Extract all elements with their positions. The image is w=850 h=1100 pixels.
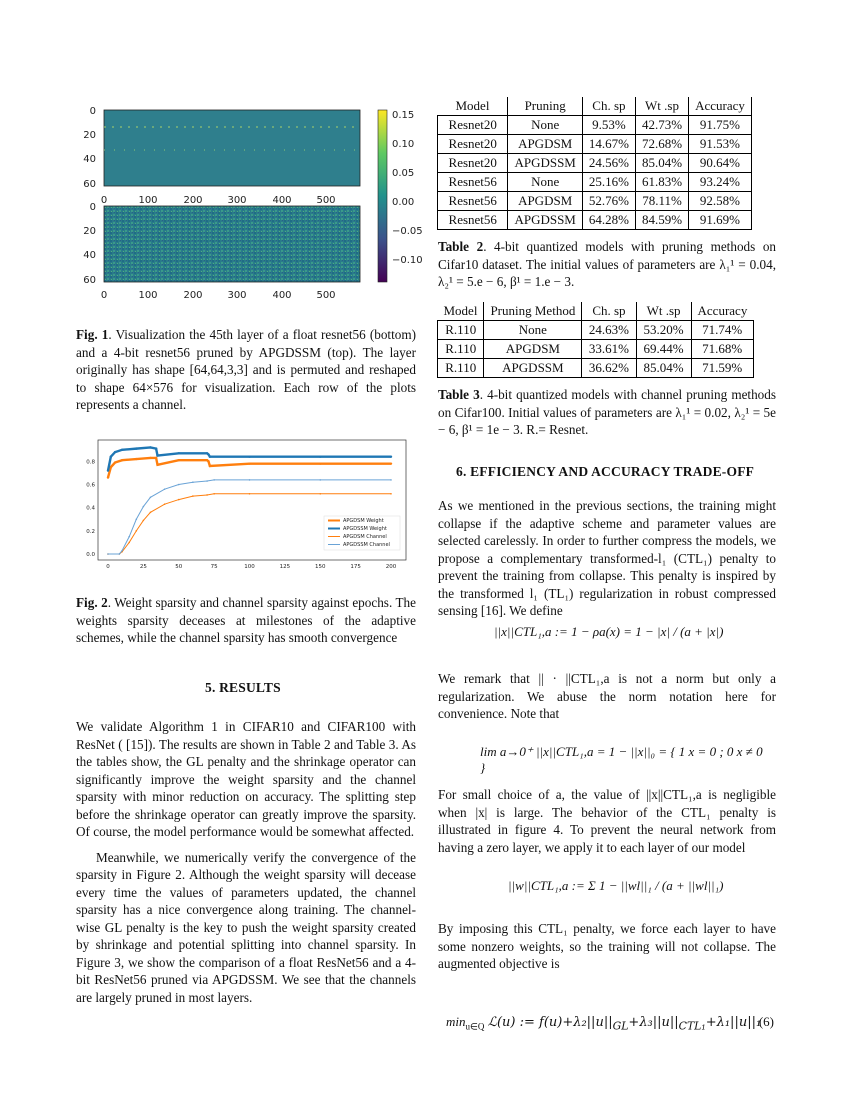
- table-cell: R.110: [438, 340, 484, 359]
- table-cell: 85.04%: [635, 154, 688, 173]
- table-header: Ch. sp: [582, 302, 636, 321]
- fig2-data-point: [155, 457, 157, 459]
- section5-paragraph: Meanwhile, we numerically verify the convergence of the sparsity in Figure 2. Although the weight sparsity will decease every time the values of parameters updated, the channel sparsity has a nice convergence along training. The channel-wise GL penalty is the key to push the weight sparsity created by shrinkage and potential splitting into channel sparsity. In Figure 3, we show the comparison of a float ResNet56 and a 4-bit ResNet56 pruned via APGDSSM. We see that the channels are largely pruned in most layers.: [76, 849, 416, 1005]
- fig1-heatmaps: [80, 100, 440, 305]
- table-cell: 93.24%: [689, 173, 752, 192]
- fig1-xtick: 400: [272, 195, 292, 206]
- fig2-data-point: [128, 542, 130, 544]
- table-cell: APGDSSM: [508, 154, 582, 173]
- fig2-data-point: [136, 530, 138, 532]
- fig2-xtick: 200: [385, 564, 397, 570]
- colorbar-tick: −0.05: [392, 226, 423, 237]
- table-cell: R.110: [438, 359, 484, 378]
- table-cell: APGDSM: [508, 192, 582, 211]
- fig2-data-point: [178, 452, 180, 454]
- fig2-legend-label: APGDSSM Weight: [343, 526, 387, 532]
- table-row: [438, 211, 752, 230]
- fig1-ytick: 0: [89, 106, 96, 117]
- table-cell: R.110: [438, 321, 484, 340]
- table-cell: APGDSM: [508, 135, 582, 154]
- table-cell: Resnet20: [438, 116, 508, 135]
- fig2-data-point: [207, 460, 209, 462]
- table-header: Pruning: [508, 97, 582, 116]
- fig2-legend-label: APGDSM Weight: [343, 518, 384, 524]
- table-cell: 61.83%: [635, 173, 688, 192]
- table-header: Wt .sp: [635, 97, 688, 116]
- section5-paragraph: We validate Algorithm 1 in CIFAR10 and CIFAR100 with ResNet ( [15]). The results are shown in Table 2 and Table 3. As the tables show, the GL penalty and the shrinkage operator can significantly improve the weight sparsity and the channel sparsity with minor reduction on accuracy. The splitting step before the shrinkage operator can greatly improve the sparsity. Of course, the model performance would be somewhat affected.: [76, 719, 416, 839]
- fig2-ytick: 0.4: [86, 505, 95, 512]
- fig1-ytick: 20: [83, 130, 96, 141]
- fig2-data-point: [390, 462, 392, 464]
- fig2-data-point: [114, 461, 116, 463]
- table3-caption-text: . 4-bit quantized models with channel pruning methods on Cifar100. Initial values of parameters are λ₁¹ = 0.02, λ₂¹ = 5e − 6, β¹ = 1e − 3. R.= Resnet.: [438, 387, 777, 437]
- fig2-caption-label: Fig. 2: [76, 595, 108, 610]
- fig2-data-point: [135, 447, 137, 449]
- table-cell: 71.68%: [691, 340, 753, 359]
- table-header: Wt .sp: [636, 302, 691, 321]
- table-cell: None: [508, 116, 582, 135]
- fig2-series-line: [108, 458, 391, 478]
- table-cell: APGDSM: [484, 340, 582, 359]
- table-header: Ch. sp: [582, 97, 635, 116]
- table2: [437, 97, 752, 230]
- fig2-data-point: [192, 481, 194, 483]
- colorbar-tick: 0.00: [392, 197, 415, 208]
- fig1-ytick: 60: [83, 275, 96, 286]
- fig2-xtick: 0: [106, 564, 110, 570]
- fig2-caption: [76, 594, 416, 647]
- fig1-xtick: 300: [227, 195, 247, 206]
- fig1-xtick: 100: [138, 195, 158, 206]
- fig2-xtick: 50: [175, 564, 183, 570]
- fig2-xtick: 175: [350, 564, 361, 570]
- table-cell: 71.59%: [691, 359, 753, 378]
- fig1-xtick: 500: [316, 195, 336, 206]
- table-cell: 25.16%: [582, 173, 635, 192]
- table-cell: 78.11%: [635, 192, 688, 211]
- fig2-data-point: [178, 484, 180, 486]
- fig1-xtick: 0: [100, 195, 108, 206]
- table-header: Accuracy: [689, 97, 752, 116]
- fig2-data-point: [119, 553, 121, 555]
- fig2-data-point: [156, 454, 158, 456]
- fig2-data-point: [319, 462, 321, 464]
- fig2-ytick: 0.8: [86, 459, 95, 466]
- table-row: [438, 340, 754, 359]
- table-cell: 91.75%: [689, 116, 752, 135]
- fig2-data-point: [121, 459, 123, 461]
- fig2-xtick: 25: [139, 564, 147, 570]
- fig2-legend-label: APGDSM Channel: [343, 534, 387, 540]
- table-cell: 71.74%: [691, 321, 753, 340]
- table-cell: 36.62%: [582, 359, 636, 378]
- table-header: Pruning Method: [484, 302, 582, 321]
- table-row: [438, 173, 752, 192]
- table-row: [438, 321, 754, 340]
- fig2-data-point: [164, 488, 166, 490]
- fig2-ytick: 0.0: [86, 552, 95, 558]
- fig2-data-point: [150, 496, 152, 498]
- fig1-ytick: 60: [83, 179, 96, 190]
- colorbar-tick: −0.10: [392, 255, 423, 266]
- fig1-ytick: 0: [89, 202, 96, 213]
- table-cell: Resnet56: [438, 211, 508, 230]
- table-row: [438, 192, 752, 211]
- table-cell: 9.53%: [582, 116, 635, 135]
- fig2-data-point: [143, 520, 145, 522]
- table-header: Model: [438, 97, 508, 116]
- table-cell: 64.28%: [582, 211, 635, 230]
- table-cell: APGDSSM: [484, 359, 582, 378]
- fig1-caption-text: . Visualization the 45th layer of a float resnet56 (bottom) and a 4-bit resnet56 pruned by APGDSSM (top). The layer originally has shape [64,64,3,3] and is permuted and reshaped to shape 64×576 for visualization. Each row of the plots represents a channel.: [76, 327, 416, 412]
- table3-caption-label: Table 3: [438, 387, 480, 402]
- equation-layer-penalty: [508, 878, 768, 894]
- fig2-chart: [80, 438, 410, 578]
- fig1-xtick: 0: [100, 290, 108, 301]
- table-row: [438, 154, 752, 173]
- equation-number: (6): [758, 1014, 774, 1029]
- fig2-data-point: [110, 456, 112, 458]
- section6-p2: We remark that || · ||CTL₁,a is not a norm but only a regularization. We abuse the norm notation here for convenience. Note that: [438, 671, 776, 721]
- fig2-data-point: [192, 495, 194, 497]
- fig2-data-point: [121, 550, 123, 552]
- table-cell: None: [484, 321, 582, 340]
- table-cell: 90.64%: [689, 154, 752, 173]
- section5-title: 5. RESULTS: [205, 680, 281, 695]
- table-cell: APGDSSM: [508, 211, 582, 230]
- table-cell: 72.68%: [635, 135, 688, 154]
- fig2-data-point: [319, 479, 321, 481]
- fig2-data-point: [319, 456, 321, 458]
- fig2-data-point: [149, 446, 151, 448]
- fig2-data-point: [206, 480, 208, 482]
- fig2-data-point: [107, 469, 109, 471]
- fig2-xtick: 75: [210, 564, 218, 570]
- table-cell: 24.56%: [582, 154, 635, 173]
- fig2-data-point: [213, 479, 215, 481]
- fig2-data-point: [149, 457, 151, 459]
- fig2-xtick: 100: [244, 564, 255, 570]
- colorbar: [378, 110, 387, 282]
- table-cell: Resnet56: [438, 173, 508, 192]
- fig2-ytick: 0.2: [86, 528, 95, 535]
- table-row: [438, 116, 752, 135]
- table-cell: 91.53%: [689, 135, 752, 154]
- fig2-data-point: [135, 458, 137, 460]
- heatmap-top: [104, 110, 360, 186]
- table2-caption: [438, 238, 776, 291]
- fig1-xtick: 100: [138, 290, 158, 301]
- fig2-data-point: [248, 456, 250, 458]
- fig2-xtick: 125: [279, 564, 291, 570]
- section6-p4: By imposing this CTL₁ penalty, we force each layer to have some nonzero weights, so the training will not collapse. The augmented objective is: [438, 921, 776, 971]
- table-cell: 24.63%: [582, 321, 636, 340]
- fig1-ytick: 20: [83, 226, 96, 237]
- table-cell: 53.20%: [636, 321, 691, 340]
- colorbar-tick: 0.05: [392, 168, 415, 179]
- table-cell: 85.04%: [636, 359, 691, 378]
- table-header: Model: [438, 302, 484, 321]
- table-cell: 42.73%: [635, 116, 688, 135]
- fig1-ytick: 40: [83, 250, 96, 261]
- equation-ctl1-definition: [494, 624, 754, 640]
- table2-caption-text: . 4-bit quantized models with pruning methods on Cifar10 dataset. The initial values of parameters are λ₁¹ = 0.04, λ₂¹ = 5.e − 6, β¹ = 1.e − 3.: [438, 239, 777, 289]
- table-cell: 14.67%: [582, 135, 635, 154]
- fig2-data-point: [128, 536, 130, 538]
- equation-text: lim a→0⁺ ||x||CTL₁,a = 1 − ||x||₀ = { 1 x = 0 ; 0 x ≠ 0 }: [480, 744, 763, 775]
- table-cell: 69.44%: [636, 340, 691, 359]
- fig2-data-point: [114, 451, 116, 453]
- fig2-data-point: [213, 493, 215, 495]
- section6-p1: As we mentioned in the previous sections, the training might collapse if the adaptive scheme and parameter values are selected carelessly. In order to further compress the models, we propose a complementary transformed-l₁ (CTL₁) penalty to prevent the training from collapse. This penalty is inspired by the transformed l₁ (TL₁) regularization in robust compressed sensing [16]. We define: [438, 498, 776, 618]
- table2-caption-label: Table 2: [438, 239, 484, 254]
- fig2-caption-text: . Weight sparsity and channel sparsity against epochs. The weights sparsity deceases at milestones of the adaptive schemes, while the channel sparsity has smooth convergence: [76, 595, 416, 645]
- fig2-data-point: [164, 503, 166, 505]
- fig2-data-point: [206, 494, 208, 496]
- fig1-caption-label: Fig. 1: [76, 327, 109, 342]
- fig2-data-point: [107, 553, 109, 555]
- fig2-data-point: [121, 449, 123, 451]
- heatmap-bottom: [104, 206, 360, 282]
- fig2-legend-label: APGDSSM Channel: [343, 542, 390, 548]
- table-cell: 91.69%: [689, 211, 752, 230]
- table-cell: None: [508, 173, 582, 192]
- table-row: [438, 135, 752, 154]
- fig1-xtick: 500: [316, 290, 336, 301]
- table-header: Accuracy: [697, 303, 748, 318]
- fig2-data-point: [319, 493, 321, 495]
- fig2-ytick: 0.6: [86, 482, 95, 489]
- fig1-xtick: 300: [227, 290, 247, 301]
- fig2-data-point: [107, 476, 109, 478]
- table-cell: Resnet56: [438, 192, 508, 211]
- fig2-data-point: [249, 479, 251, 481]
- equation-objective: $\min_{u\in Q}$ ℒ(u) := $f(u)+\lambda_2||u||_{GL}+\lambda_3||u||_{CTL_1}+\lambda_1||u||_1$ (6): [446, 1014, 774, 1033]
- table-cell: Resnet20: [438, 135, 508, 154]
- table-row: [438, 359, 754, 378]
- fig2-data-point: [155, 447, 157, 449]
- fig1-caption: [76, 326, 416, 414]
- table-cell: Resnet20: [438, 154, 508, 173]
- table-cell: 52.76%: [582, 192, 635, 211]
- fig1-xtick: 400: [272, 290, 292, 301]
- fig2-data-point: [249, 493, 251, 495]
- equation-limit: [480, 744, 770, 776]
- table-cell: 92.58%: [689, 192, 752, 211]
- fig2-data-point: [390, 479, 392, 481]
- table3: [437, 302, 754, 378]
- fig2-data-point: [209, 456, 211, 458]
- fig2-data-point: [390, 493, 392, 495]
- fig2-data-point: [248, 462, 250, 464]
- fig2-data-point: [178, 459, 180, 461]
- colorbar-tick: 0.10: [392, 139, 415, 150]
- fig2-data-point: [150, 512, 152, 514]
- section5-body: [76, 718, 416, 1006]
- section6-title: 6. EFFICIENCY AND ACCURACY TRADE-OFF: [456, 464, 755, 479]
- fig2-data-point: [156, 464, 158, 466]
- fig1-xtick: 200: [183, 195, 203, 206]
- table3-caption: [438, 386, 776, 439]
- table-cell: 84.59%: [635, 211, 688, 230]
- table-cell: 33.61%: [582, 340, 636, 359]
- fig2-data-point: [136, 518, 138, 520]
- fig1-xtick: 200: [183, 290, 203, 301]
- fig2-data-point: [209, 465, 211, 467]
- fig2-data-point: [178, 499, 180, 501]
- fig2-data-point: [207, 453, 209, 455]
- fig1-ytick: 40: [83, 154, 96, 165]
- equation-text: ||w||CTL₁,a := Σ 1 − ||wl||₁ / (a + ||wl||₁): [508, 878, 724, 893]
- colorbar-tick: 0.15: [392, 110, 415, 121]
- fig2-data-point: [143, 506, 145, 508]
- fig2-data-point: [390, 456, 392, 458]
- fig2-xtick: 150: [315, 564, 326, 570]
- section6-p3: For small choice of a, the value of ||x||CTL₁,a is negligible when |x| is large. The behavior of the CTL₁ penalty is illustrated in figure 4. To prevent the neural network from having a zero layer, we apply it to each layer of our model: [438, 787, 776, 855]
- equation-text: ||x||CTL₁,a := 1 − ρa(x) = 1 − |x| / (a + |x|): [494, 624, 724, 639]
